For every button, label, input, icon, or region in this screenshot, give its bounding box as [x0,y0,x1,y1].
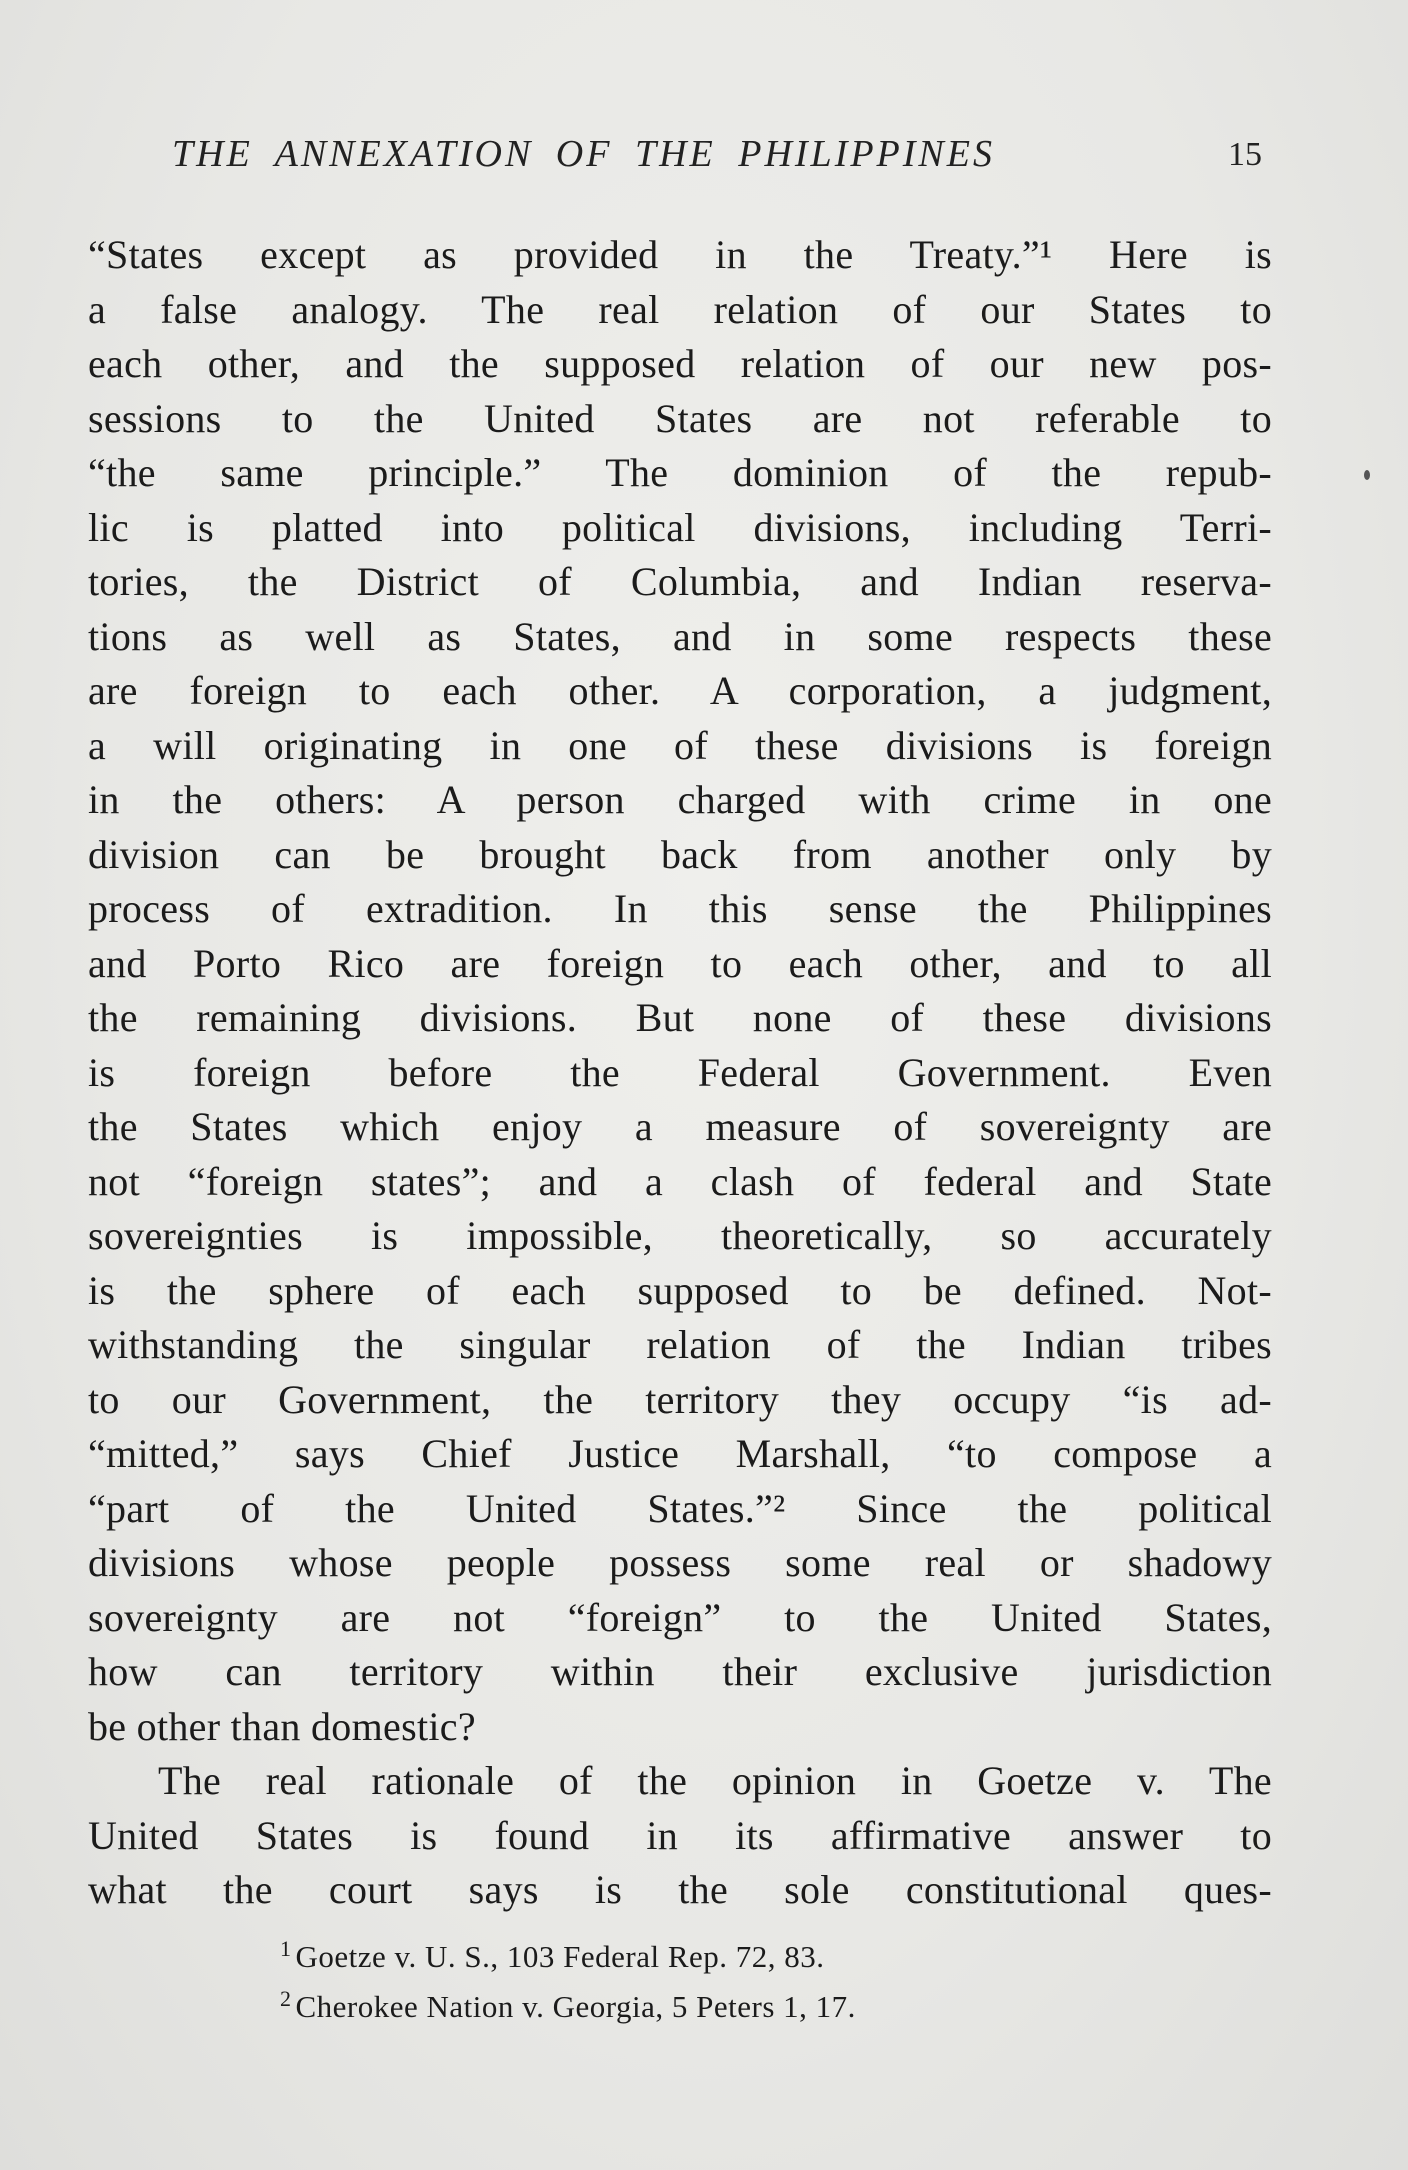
text-line: sessions to the United States are not referable to [88,395,1272,441]
text-line: each other, and the supposed relation of our new pos- [88,341,1272,386]
text-line: “States except as provided in the Treaty.”¹ Here is [88,232,1272,277]
text-line: the remaining divisions. But none of these divisions [88,995,1272,1040]
running-title: THE ANNEXATION OF THE PHILIPPINES [172,133,995,175]
text-line: a false analogy. The real relation of our States to [88,286,1272,332]
text-line: lic is platted into political divisions, including Terri- [88,504,1272,550]
text-line: is foreign before the Federal Government. Even [88,1049,1272,1095]
paragraph-end-line: be other than domestic? [88,1703,476,1749]
text-line: the States which enjoy a measure of sovereignty are [88,1104,1272,1149]
text-line: tories, the District of Columbia, and Indian reserva- [88,559,1272,604]
footnote-mark: 1 [280,1935,292,1961]
text-line: sovereignties is impossible, theoretically, so accurately [88,1213,1272,1258]
paragraph-start-line: The real rationale of the opinion in Goetze v. The [158,1758,1272,1803]
text-line: what the court says is the sole constitutional ques- [88,1867,1272,1912]
text-line: United States is found in its affirmative answer to [88,1812,1272,1858]
text-line: sovereignty are not “foreign” to the United States, [88,1594,1272,1640]
running-head [172,132,1262,182]
text-line: how can territory within their exclusive jurisdiction [88,1649,1272,1694]
footnote-text: Goetze v. U. S., 103 Federal Rep. 72, 83. [295,1939,825,1974]
text-line: “the same principle.” The dominion of the repub- [88,450,1272,495]
footnotes [280,1932,1180,2032]
footnote [280,1982,1180,2032]
footnote [280,1932,1180,1982]
text-line: “part of the United States.”² Since the political [88,1485,1272,1531]
text-line: is the sphere of each supposed to be defined. Not- [88,1267,1272,1313]
ink-speck [1364,470,1370,480]
text-line: division can be brought back from another only by [88,831,1272,877]
text-line: process of extradition. In this sense the Philippines [88,886,1272,931]
text-line: “mitted,” says Chief Justice Marshall, “to compose a [88,1431,1272,1476]
text-line: divisions whose people possess some real or shadowy [88,1540,1272,1585]
text-line: are foreign to each other. A corporation, a judgment, [88,668,1272,713]
text-line: in the others: A person charged with crime in one [88,777,1272,822]
footnote-text: Cherokee Nation v. Georgia, 5 Peters 1, 17. [295,1989,856,2024]
body-text [88,228,1272,1918]
text-line: withstanding the singular relation of the Indian tribes [88,1322,1272,1367]
page-number: 15 [1228,136,1262,173]
text-line: a will originating in one of these divisions is foreign [88,722,1272,768]
text-line: not “foreign states”; and a clash of federal and State [88,1158,1272,1204]
text-line: tions as well as States, and in some respects these [88,613,1272,659]
text-line: to our Government, the territory they occupy “is ad- [88,1376,1272,1422]
footnote-mark: 2 [280,1985,292,2011]
text-line: and Porto Rico are foreign to each other, and to all [88,940,1272,986]
